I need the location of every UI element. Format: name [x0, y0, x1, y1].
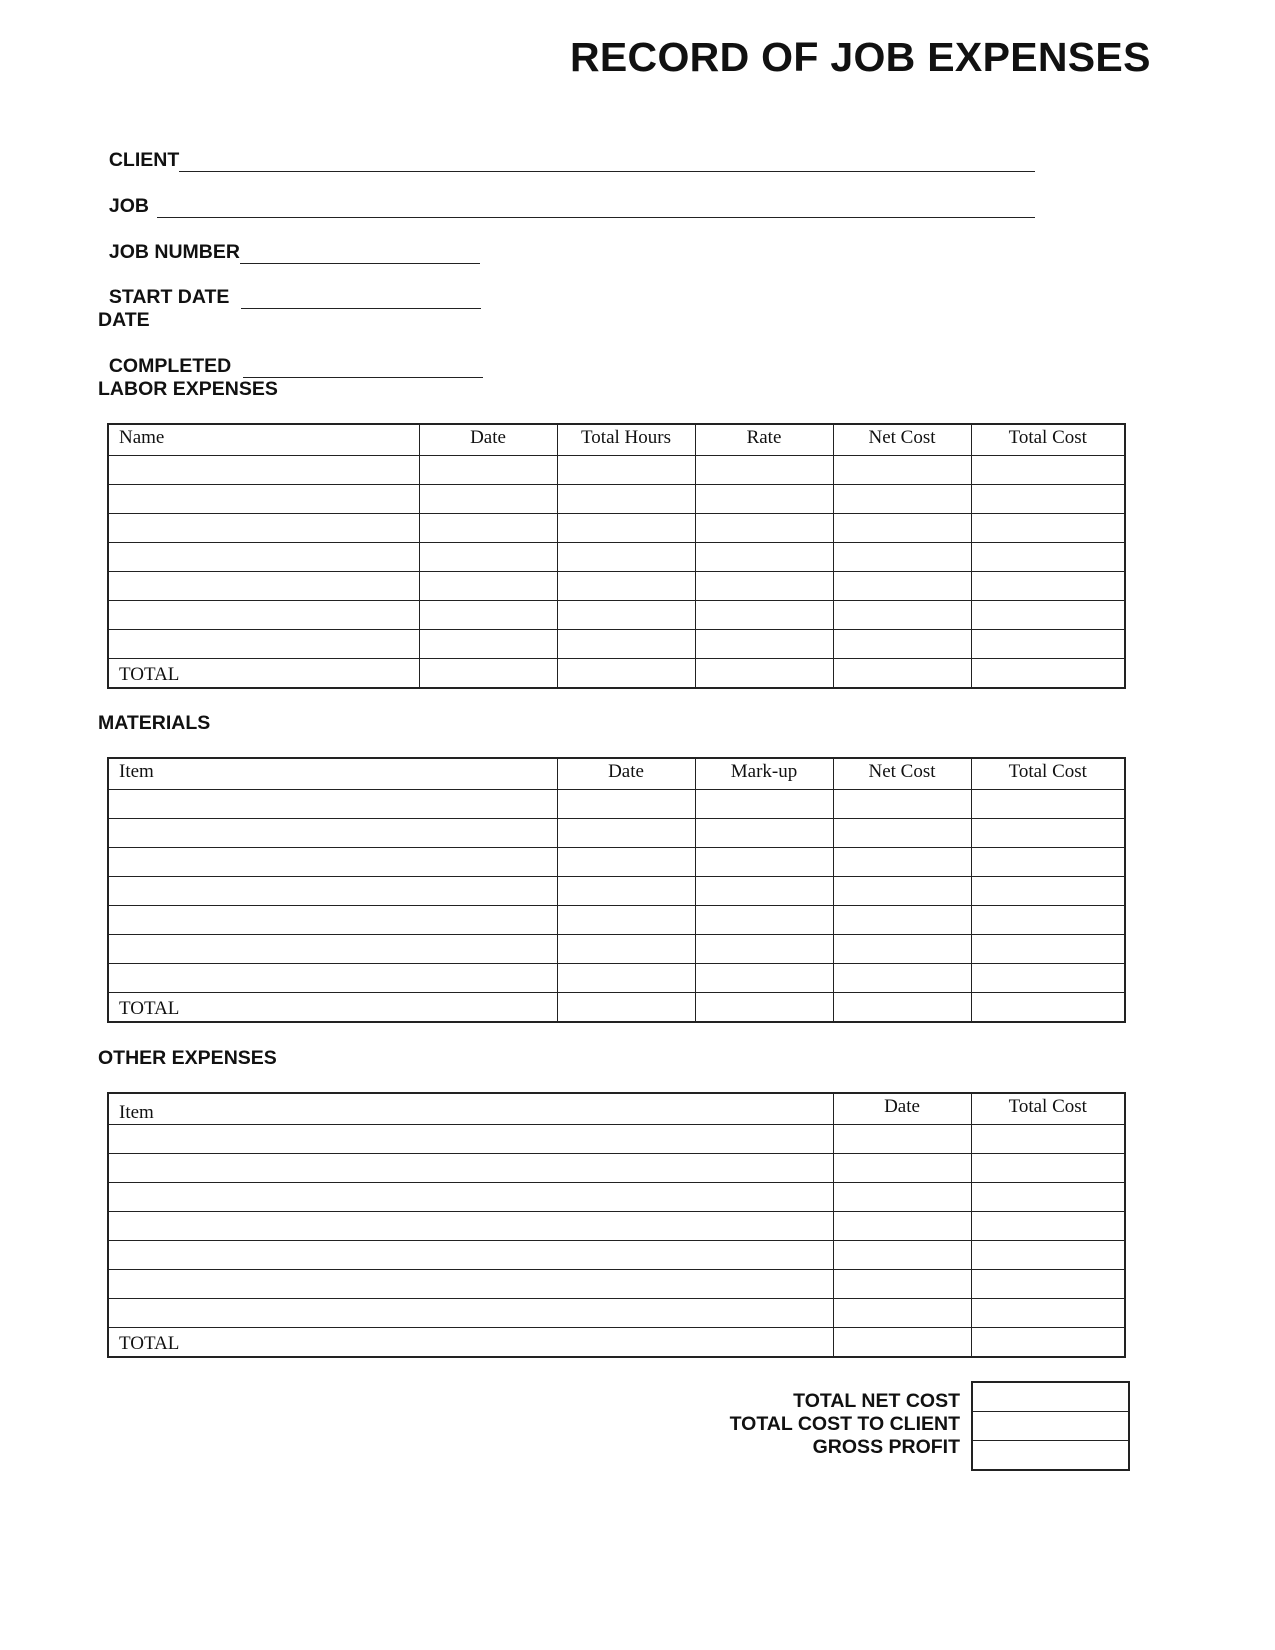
- column-header: Date: [419, 424, 557, 456]
- client-label: CLIENT: [108, 149, 180, 171]
- table-cell[interactable]: [108, 819, 557, 848]
- table-cell[interactable]: [695, 659, 833, 689]
- table-cell[interactable]: [108, 1270, 833, 1299]
- table-cell[interactable]: [971, 1183, 1125, 1212]
- table-cell[interactable]: [833, 848, 971, 877]
- table-row: [108, 819, 1125, 848]
- table-cell[interactable]: [833, 1183, 971, 1212]
- column-header: Total Hours: [557, 424, 695, 456]
- job-label: JOB: [108, 195, 149, 217]
- table-row: [108, 906, 1125, 935]
- column-header: Total Cost: [971, 758, 1125, 790]
- table-cell[interactable]: [833, 601, 971, 630]
- table-row: [108, 601, 1125, 630]
- table-cell[interactable]: [108, 906, 557, 935]
- table-cell[interactable]: [695, 906, 833, 935]
- table-cell[interactable]: [833, 659, 971, 689]
- total-net-cost-cell[interactable]: [973, 1383, 1128, 1412]
- table-cell[interactable]: [971, 630, 1125, 659]
- table-row: [108, 848, 1125, 877]
- start-date-label: START DATE: [108, 286, 230, 308]
- table-row: [108, 1125, 1125, 1154]
- other-heading: OTHER EXPENSES: [98, 1047, 277, 1069]
- table-row: [108, 1183, 1125, 1212]
- table-cell[interactable]: [419, 630, 557, 659]
- start-date-line[interactable]: [241, 290, 481, 309]
- table-cell[interactable]: [695, 877, 833, 906]
- table-cell[interactable]: [971, 601, 1125, 630]
- table-row: [108, 514, 1125, 543]
- date-completed-label-2: COMPLETED: [108, 355, 232, 377]
- table-cell[interactable]: [108, 964, 557, 993]
- table-cell[interactable]: [971, 1328, 1125, 1358]
- column-header: Net Cost: [833, 424, 971, 456]
- job-number-line[interactable]: [240, 245, 480, 264]
- table-cell[interactable]: [695, 514, 833, 543]
- table-row: [108, 1154, 1125, 1183]
- table-cell[interactable]: [695, 630, 833, 659]
- job-line[interactable]: [157, 199, 1035, 218]
- table-cell[interactable]: [557, 906, 695, 935]
- table-cell[interactable]: [833, 790, 971, 819]
- total-row: [108, 1328, 1125, 1358]
- table-cell[interactable]: [833, 572, 971, 601]
- table-cell[interactable]: [833, 543, 971, 572]
- table-cell[interactable]: [557, 935, 695, 964]
- table-cell[interactable]: [108, 485, 419, 514]
- table-cell[interactable]: [833, 1154, 971, 1183]
- date-completed-label-1: DATE: [98, 309, 150, 331]
- table-cell[interactable]: [833, 964, 971, 993]
- table-cell[interactable]: [557, 485, 695, 514]
- table-cell[interactable]: [833, 819, 971, 848]
- table-cell[interactable]: [557, 819, 695, 848]
- table-cell[interactable]: [695, 819, 833, 848]
- table-cell[interactable]: [557, 964, 695, 993]
- table-cell[interactable]: [557, 848, 695, 877]
- client-field[interactable]: [98, 126, 1035, 172]
- gross-profit-cell[interactable]: [973, 1441, 1128, 1469]
- table-cell[interactable]: [971, 906, 1125, 935]
- job-number-field[interactable]: [98, 218, 480, 264]
- total-cost-to-client-cell[interactable]: [973, 1412, 1128, 1441]
- summary-labels: [620, 1390, 960, 1459]
- total-row: [108, 993, 1125, 1023]
- table-cell[interactable]: [971, 485, 1125, 514]
- table-cell[interactable]: [695, 543, 833, 572]
- table-row: [108, 1299, 1125, 1328]
- table-cell[interactable]: [108, 572, 419, 601]
- column-header: Name: [108, 424, 419, 456]
- table-cell[interactable]: [833, 906, 971, 935]
- table-cell[interactable]: [108, 1299, 833, 1328]
- total-cost-to-client-label: TOTAL COST TO CLIENT: [729, 1413, 960, 1435]
- table-cell[interactable]: [833, 456, 971, 485]
- table-row: [108, 1270, 1125, 1299]
- table-cell[interactable]: [695, 848, 833, 877]
- gross-profit-label: GROSS PROFIT: [812, 1436, 960, 1458]
- table-cell[interactable]: [833, 1125, 971, 1154]
- table-cell[interactable]: [971, 543, 1125, 572]
- table-cell[interactable]: [971, 790, 1125, 819]
- column-header: Mark-up: [695, 758, 833, 790]
- table-cell[interactable]: [108, 543, 419, 572]
- total-label: TOTAL: [119, 664, 180, 685]
- total-label: TOTAL: [119, 998, 180, 1019]
- table-cell[interactable]: [833, 630, 971, 659]
- materials-table: [107, 757, 1126, 1023]
- table-cell[interactable]: [833, 1299, 971, 1328]
- job-field[interactable]: [98, 172, 1035, 218]
- column-header: Item: [108, 1093, 833, 1125]
- table-row: [108, 1241, 1125, 1270]
- table-cell[interactable]: [108, 514, 419, 543]
- table-cell[interactable]: [695, 485, 833, 514]
- table-cell[interactable]: [833, 993, 971, 1023]
- table-cell[interactable]: [971, 1299, 1125, 1328]
- table-cell[interactable]: [833, 1241, 971, 1270]
- table-cell[interactable]: [557, 877, 695, 906]
- table-cell[interactable]: [695, 572, 833, 601]
- table-cell[interactable]: [557, 543, 695, 572]
- table-row: [108, 456, 1125, 485]
- job-number-label: JOB NUMBER: [108, 241, 240, 263]
- table-cell[interactable]: [971, 877, 1125, 906]
- table-cell[interactable]: [557, 790, 695, 819]
- total-row: [108, 659, 1125, 689]
- table-cell[interactable]: [419, 456, 557, 485]
- table-cell[interactable]: [695, 993, 833, 1023]
- table-cell[interactable]: [108, 790, 557, 819]
- table-cell[interactable]: [971, 572, 1125, 601]
- column-header: Date: [557, 758, 695, 790]
- column-header: Total Cost: [971, 424, 1125, 456]
- table-cell[interactable]: [971, 993, 1125, 1023]
- table-cell[interactable]: [557, 456, 695, 485]
- table-cell[interactable]: [557, 630, 695, 659]
- table-cell[interactable]: [971, 1270, 1125, 1299]
- table-cell[interactable]: [108, 601, 419, 630]
- table-row: [108, 543, 1125, 572]
- table-cell[interactable]: [108, 935, 557, 964]
- table-header-row: [108, 1093, 1125, 1125]
- total-net-cost-label: TOTAL NET COST: [793, 1390, 960, 1412]
- table-cell[interactable]: [108, 848, 557, 877]
- table-row: [108, 1212, 1125, 1241]
- table-cell[interactable]: [108, 877, 557, 906]
- table-cell[interactable]: [695, 964, 833, 993]
- table-row: [108, 790, 1125, 819]
- summary-box: [971, 1381, 1130, 1471]
- table-cell[interactable]: [833, 1212, 971, 1241]
- table-cell[interactable]: [971, 514, 1125, 543]
- table-cell[interactable]: [971, 1212, 1125, 1241]
- table-cell[interactable]: [695, 601, 833, 630]
- table-cell[interactable]: [833, 1270, 971, 1299]
- table-cell[interactable]: [971, 819, 1125, 848]
- column-header: Total Cost: [971, 1093, 1125, 1125]
- client-line[interactable]: [179, 153, 1035, 172]
- column-header: Net Cost: [833, 758, 971, 790]
- table-cell[interactable]: [833, 514, 971, 543]
- table-cell[interactable]: [557, 572, 695, 601]
- table-cell[interactable]: [971, 1154, 1125, 1183]
- table-cell[interactable]: [108, 1241, 833, 1270]
- total-label-cell: [108, 993, 557, 1023]
- table-cell[interactable]: [108, 1183, 833, 1212]
- table-cell[interactable]: [695, 456, 833, 485]
- table-cell[interactable]: [971, 456, 1125, 485]
- table-cell[interactable]: [833, 1328, 971, 1358]
- table-cell[interactable]: [833, 877, 971, 906]
- table-cell[interactable]: [557, 659, 695, 689]
- table-cell[interactable]: [833, 935, 971, 964]
- column-header: Item: [108, 758, 557, 790]
- table-cell[interactable]: [971, 1125, 1125, 1154]
- date-completed-line[interactable]: [243, 359, 483, 378]
- table-cell[interactable]: [971, 964, 1125, 993]
- table-cell[interactable]: [108, 456, 419, 485]
- labor-table: [107, 423, 1126, 689]
- column-header: Date: [833, 1093, 971, 1125]
- table-cell[interactable]: [419, 601, 557, 630]
- table-cell[interactable]: [557, 601, 695, 630]
- table-cell[interactable]: [695, 790, 833, 819]
- total-label-cell: [108, 1328, 833, 1358]
- table-cell[interactable]: [108, 630, 419, 659]
- column-header: Rate: [695, 424, 833, 456]
- table-header-row: [108, 424, 1125, 456]
- table-cell[interactable]: [108, 1154, 833, 1183]
- table-row: [108, 935, 1125, 964]
- table-cell[interactable]: [419, 543, 557, 572]
- table-cell[interactable]: [419, 514, 557, 543]
- total-label-cell: [108, 659, 419, 689]
- table-cell[interactable]: [419, 659, 557, 689]
- materials-heading: MATERIALS: [98, 712, 211, 734]
- table-row: [108, 572, 1125, 601]
- table-cell[interactable]: [833, 485, 971, 514]
- total-label: TOTAL: [119, 1333, 180, 1354]
- table-cell[interactable]: [419, 572, 557, 601]
- table-cell[interactable]: [108, 1125, 833, 1154]
- table-cell[interactable]: [971, 848, 1125, 877]
- document-title: RECORD OF JOB EXPENSES: [570, 34, 1151, 80]
- date-completed-field[interactable]: [98, 332, 483, 378]
- table-cell[interactable]: [419, 485, 557, 514]
- table-cell[interactable]: [971, 659, 1125, 689]
- table-cell[interactable]: [557, 993, 695, 1023]
- table-cell[interactable]: [695, 935, 833, 964]
- table-cell[interactable]: [971, 935, 1125, 964]
- start-date-field[interactable]: [98, 263, 481, 309]
- labor-heading: LABOR EXPENSES: [98, 378, 278, 400]
- table-row: [108, 964, 1125, 993]
- table-cell[interactable]: [108, 1212, 833, 1241]
- other-table: [107, 1092, 1126, 1358]
- table-cell[interactable]: [971, 1241, 1125, 1270]
- table-header-row: [108, 758, 1125, 790]
- table-row: [108, 630, 1125, 659]
- table-cell[interactable]: [557, 514, 695, 543]
- table-row: [108, 877, 1125, 906]
- table-row: [108, 485, 1125, 514]
